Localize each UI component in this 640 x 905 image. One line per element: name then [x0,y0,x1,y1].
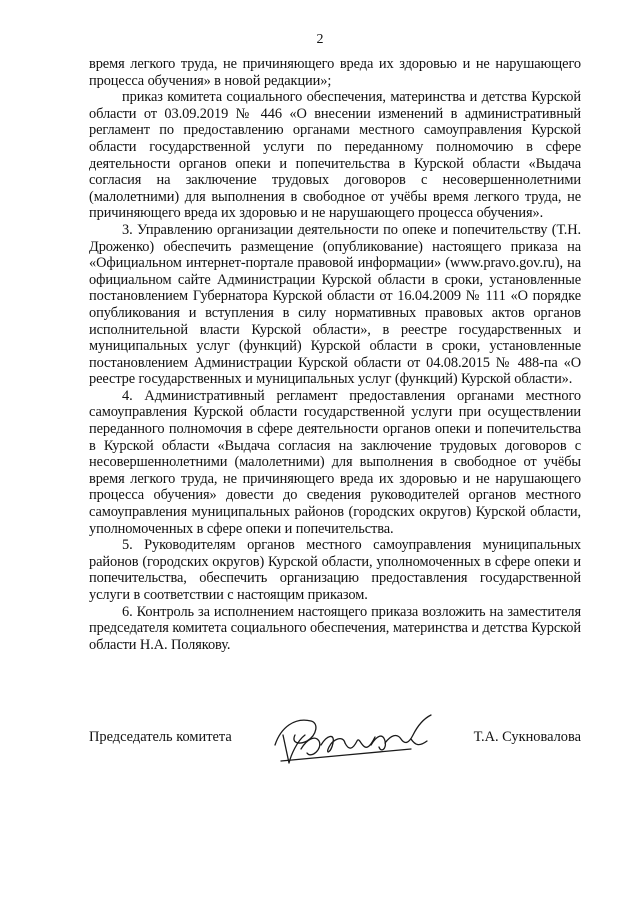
paragraph-order-reference: приказ комитета социального обеспечения, материнства и детства Курской области от 03.09.2019 № 446 «О внесении изменений в административный регламент по предоставлению органами местного самоуправления Курской области государственной услуги по переданному полномочию в сфере деятельности органов опеки и попечительства в Курской области «Выдача согласия на заключение трудовых договоров с несовершеннолетними (малолетними) для выполнения в свободное от учёбы время легкого труда, не причиняющего вреда их здоровью и не нарушающего процесса обучения». [89,89,581,222]
paragraph-item-5: 5. Руководителям органов местного самоуправления муниципальных районов (городских округов) Курской области, уполномоченных в сфере опеки и попечительства, обеспечить организацию предоставления государственной услуги в соответствии с настоящим приказом. [89,537,581,603]
handwritten-signature [261,705,441,775]
signature-block [89,705,581,775]
paragraph-item-3: 3. Управлению организации деятельности по опеке и попечительству (Т.Н. Дроженко) обеспечить размещение (опубликование) настоящего приказа на «Официальном интернет-портале правовой информации» (www.pravo.gov.ru), на официальном сайте Администрации Курской области в сроки, установленные постановлением Губернатора Курской области от 16.04.2009 № 111 «О порядке опубликования и вступления в силу нормативных правовых актов органов исполнительной власти Курской области», в реестре государственных и муниципальных услуг (функций) Курской области в сроки, установленные постановлением Администрации Курской области от 04.08.2015 № 488-па «О реестре государственных и муниципальных услуг (функций) Курской области». [89,221,581,388]
paragraph-continuation: время легкого труда, не причиняющего вреда их здоровью и не нарушающего процесса обучения» в новой редакции»; [89,56,581,89]
document-body [89,56,581,653]
paragraph-item-4: 4. Административный регламент предоставления органами местного самоуправления Курской области государственной услуги при осуществлении переданного полномочия в сфере деятельности органов опеки и попечительства в Курской области «Выдача согласия на заключение трудовых договоров с несовершеннолетними (малолетними) для выполнения в свободное от учёбы время легкого труда, не причиняющего вреда их здоровью и не нарушающего процесса обучения» довести до сведения руководителей органов местного самоуправления муниципальных районов (городских округов) Курской области, уполномоченных в сфере опеки и попечительства. [89,387,581,537]
signatory-name: Т.А. Сукновалова [473,729,581,745]
signatory-position: Председатель комитета [89,729,232,745]
paragraph-item-6: 6. Контроль за исполнением настоящего приказа возложить на заместителя председателя комитета социального обеспечения, материнства и детства Курской области Н.А. Полякову. [89,603,581,653]
page-number: 2 [316,32,324,47]
